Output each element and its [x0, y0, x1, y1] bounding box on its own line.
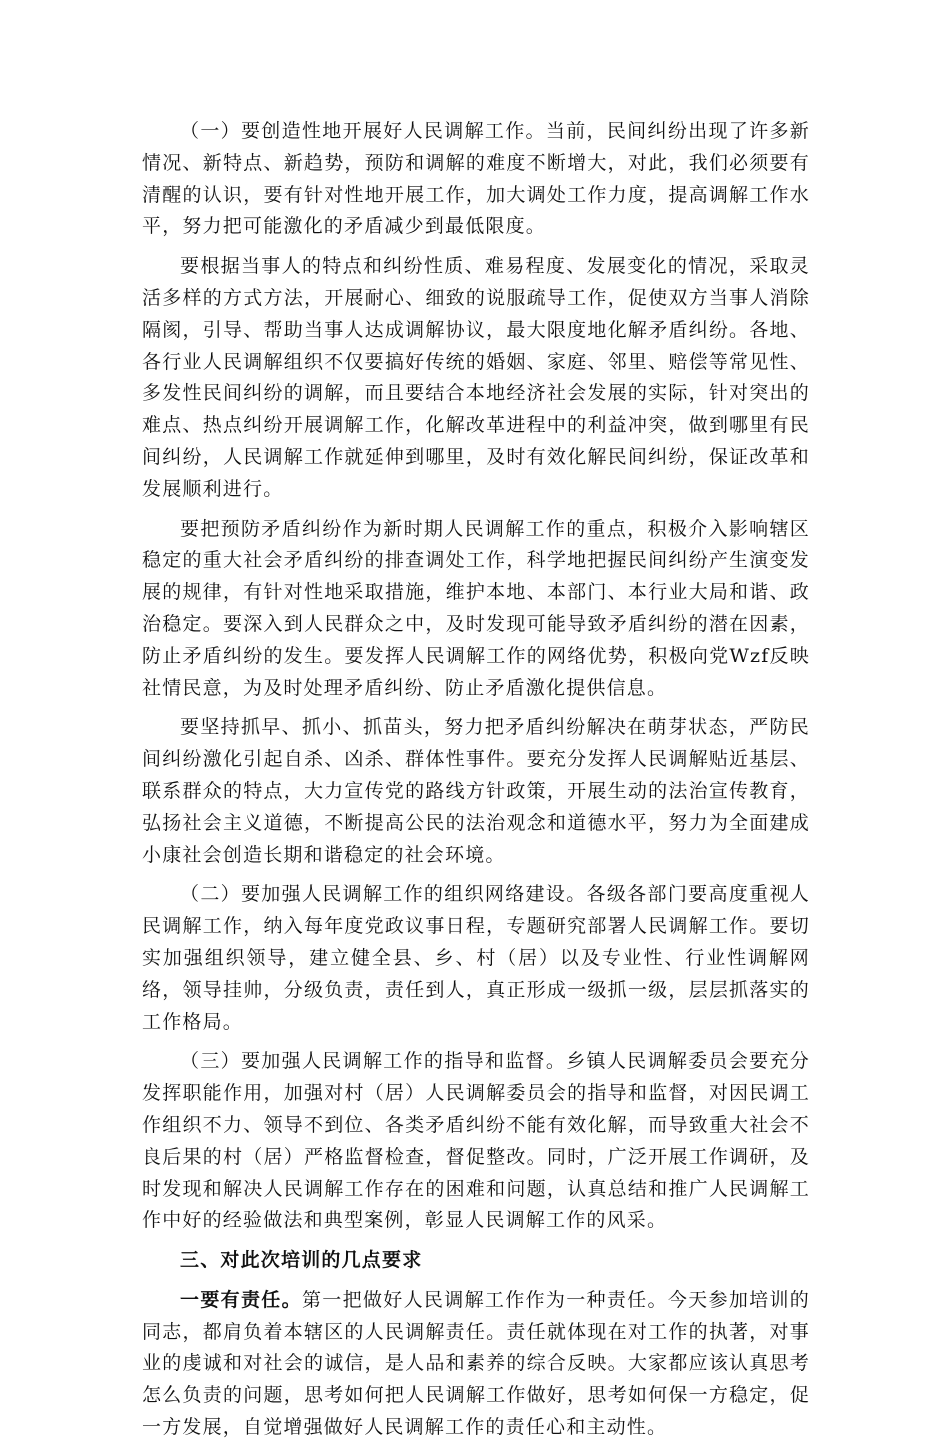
paragraph-lead: 一要有责任。	[180, 1288, 302, 1311]
document-body	[142, 116, 810, 1452]
paragraph-mediation-creative: （一）要创造性地开展好人民调解工作。当前，民间纠纷出现了许多新情况、新特点、新趋势，预防和调解的难度不断增大，对此，我们必须要有清醒的认识，要有针对性地开展工作，加大调处工作力度，提高调解工作水平，努力把可能激化的矛盾减少到最低限度。	[142, 120, 810, 238]
paragraph-early-handling: 要坚持抓早、抓小、抓苗头，努力把矛盾纠纷解决在萌芽状态，严防民间纠纷激化引起自杀、凶杀、群体性事件。要充分发挥人民调解贴近基层、联系群众的特点，大力宣传党的路线方针政策，开展生动的法治宣传教育，弘扬社会主义道德，不断提高公民的法治观念和道德水平，努力为全面建成小康社会创造长期和谐稳定的社会环境。	[142, 716, 810, 866]
paragraph-network-building: （二）要加强人民调解工作的组织网络建设。各级各部门要高度重视人民调解工作，纳入每年度党政议事日程，专题研究部署人民调解工作。要切实加强组织领导，建立健全县、乡、村（居）以及专业性、行业性调解网络，领导挂帅，分级负责，责任到人，真正形成一级抓一级，层层抓落实的工作格局。	[142, 883, 810, 1033]
paragraph-text: 第一把做好人民调解工作作为一种责任。今天参加培训的同志，都肩负着本辖区的人民调解责任。责任就体现在对工作的执著，对事业的虔诚和对社会的诚信，是人品和素养的综合反映。大家都应该认真思考怎么负责的问题，思考如何把人民调解工作做好，思考如何保一方稳定，促一方发展，自觉增强做好人民调解工作的责任心和主动性。	[142, 1288, 810, 1439]
paragraph-prevention: 要把预防矛盾纠纷作为新时期人民调解工作的重点，积极介入影响辖区稳定的重大社会矛盾纠纷的排查调处工作，科学地把握民间纠纷产生演变发展的规律，有针对性地采取措施，维护本地、本部门、本行业大局和谐、政治稳定。要深入到人民群众之中，及时发现可能导致矛盾纠纷的潜在因素，防止矛盾纠纷的发生。要发挥人民调解工作的网络优势，积极向党Wzf反映社情民意，为及时处理矛盾纠纷、防止矛盾激化提供信息。	[142, 517, 810, 699]
paragraph-responsibility	[142, 1285, 810, 1444]
paragraph-mediation-methods: 要根据当事人的特点和纠纷性质、难易程度、发展变化的情况，采取灵活多样的方式方法，开展耐心、细致的说服疏导工作，促使双方当事人消除隔阂，引导、帮助当事人达成调解协议，最大限度地化解矛盾纠纷。各地、各行业人民调解组织不仅要搞好传统的婚姻、家庭、邻里、赔偿等常见性、多发性民间纠纷的调解，而且要结合本地经济社会发展的实际，针对突出的难点、热点纠纷开展调解工作，化解改革进程中的利益冲突，做到哪里有民间纠纷，人民调解工作就延伸到哪里，及时有效化解民间纠纷，保证改革和发展顺利进行。	[142, 255, 810, 500]
paragraph-guidance-supervision: （三）要加强人民调解工作的指导和监督。乡镇人民调解委员会要充分发挥职能作用，加强对村（居）人民调解委员会的指导和监督，对因民调工作组织不力、领导不到位、各类矛盾纠纷不能有效化解，而导致重大社会不良后果的村（居）严格监督检查，督促整改。同时，广泛开展工作调研，及时发现和解决人民调解工作存在的困难和问题，认真总结和推广人民调解工作中好的经验做法和典型案例，彰显人民调解工作的风采。	[142, 1050, 810, 1232]
section-heading: 三、对此次培训的几点要求	[180, 1249, 423, 1272]
